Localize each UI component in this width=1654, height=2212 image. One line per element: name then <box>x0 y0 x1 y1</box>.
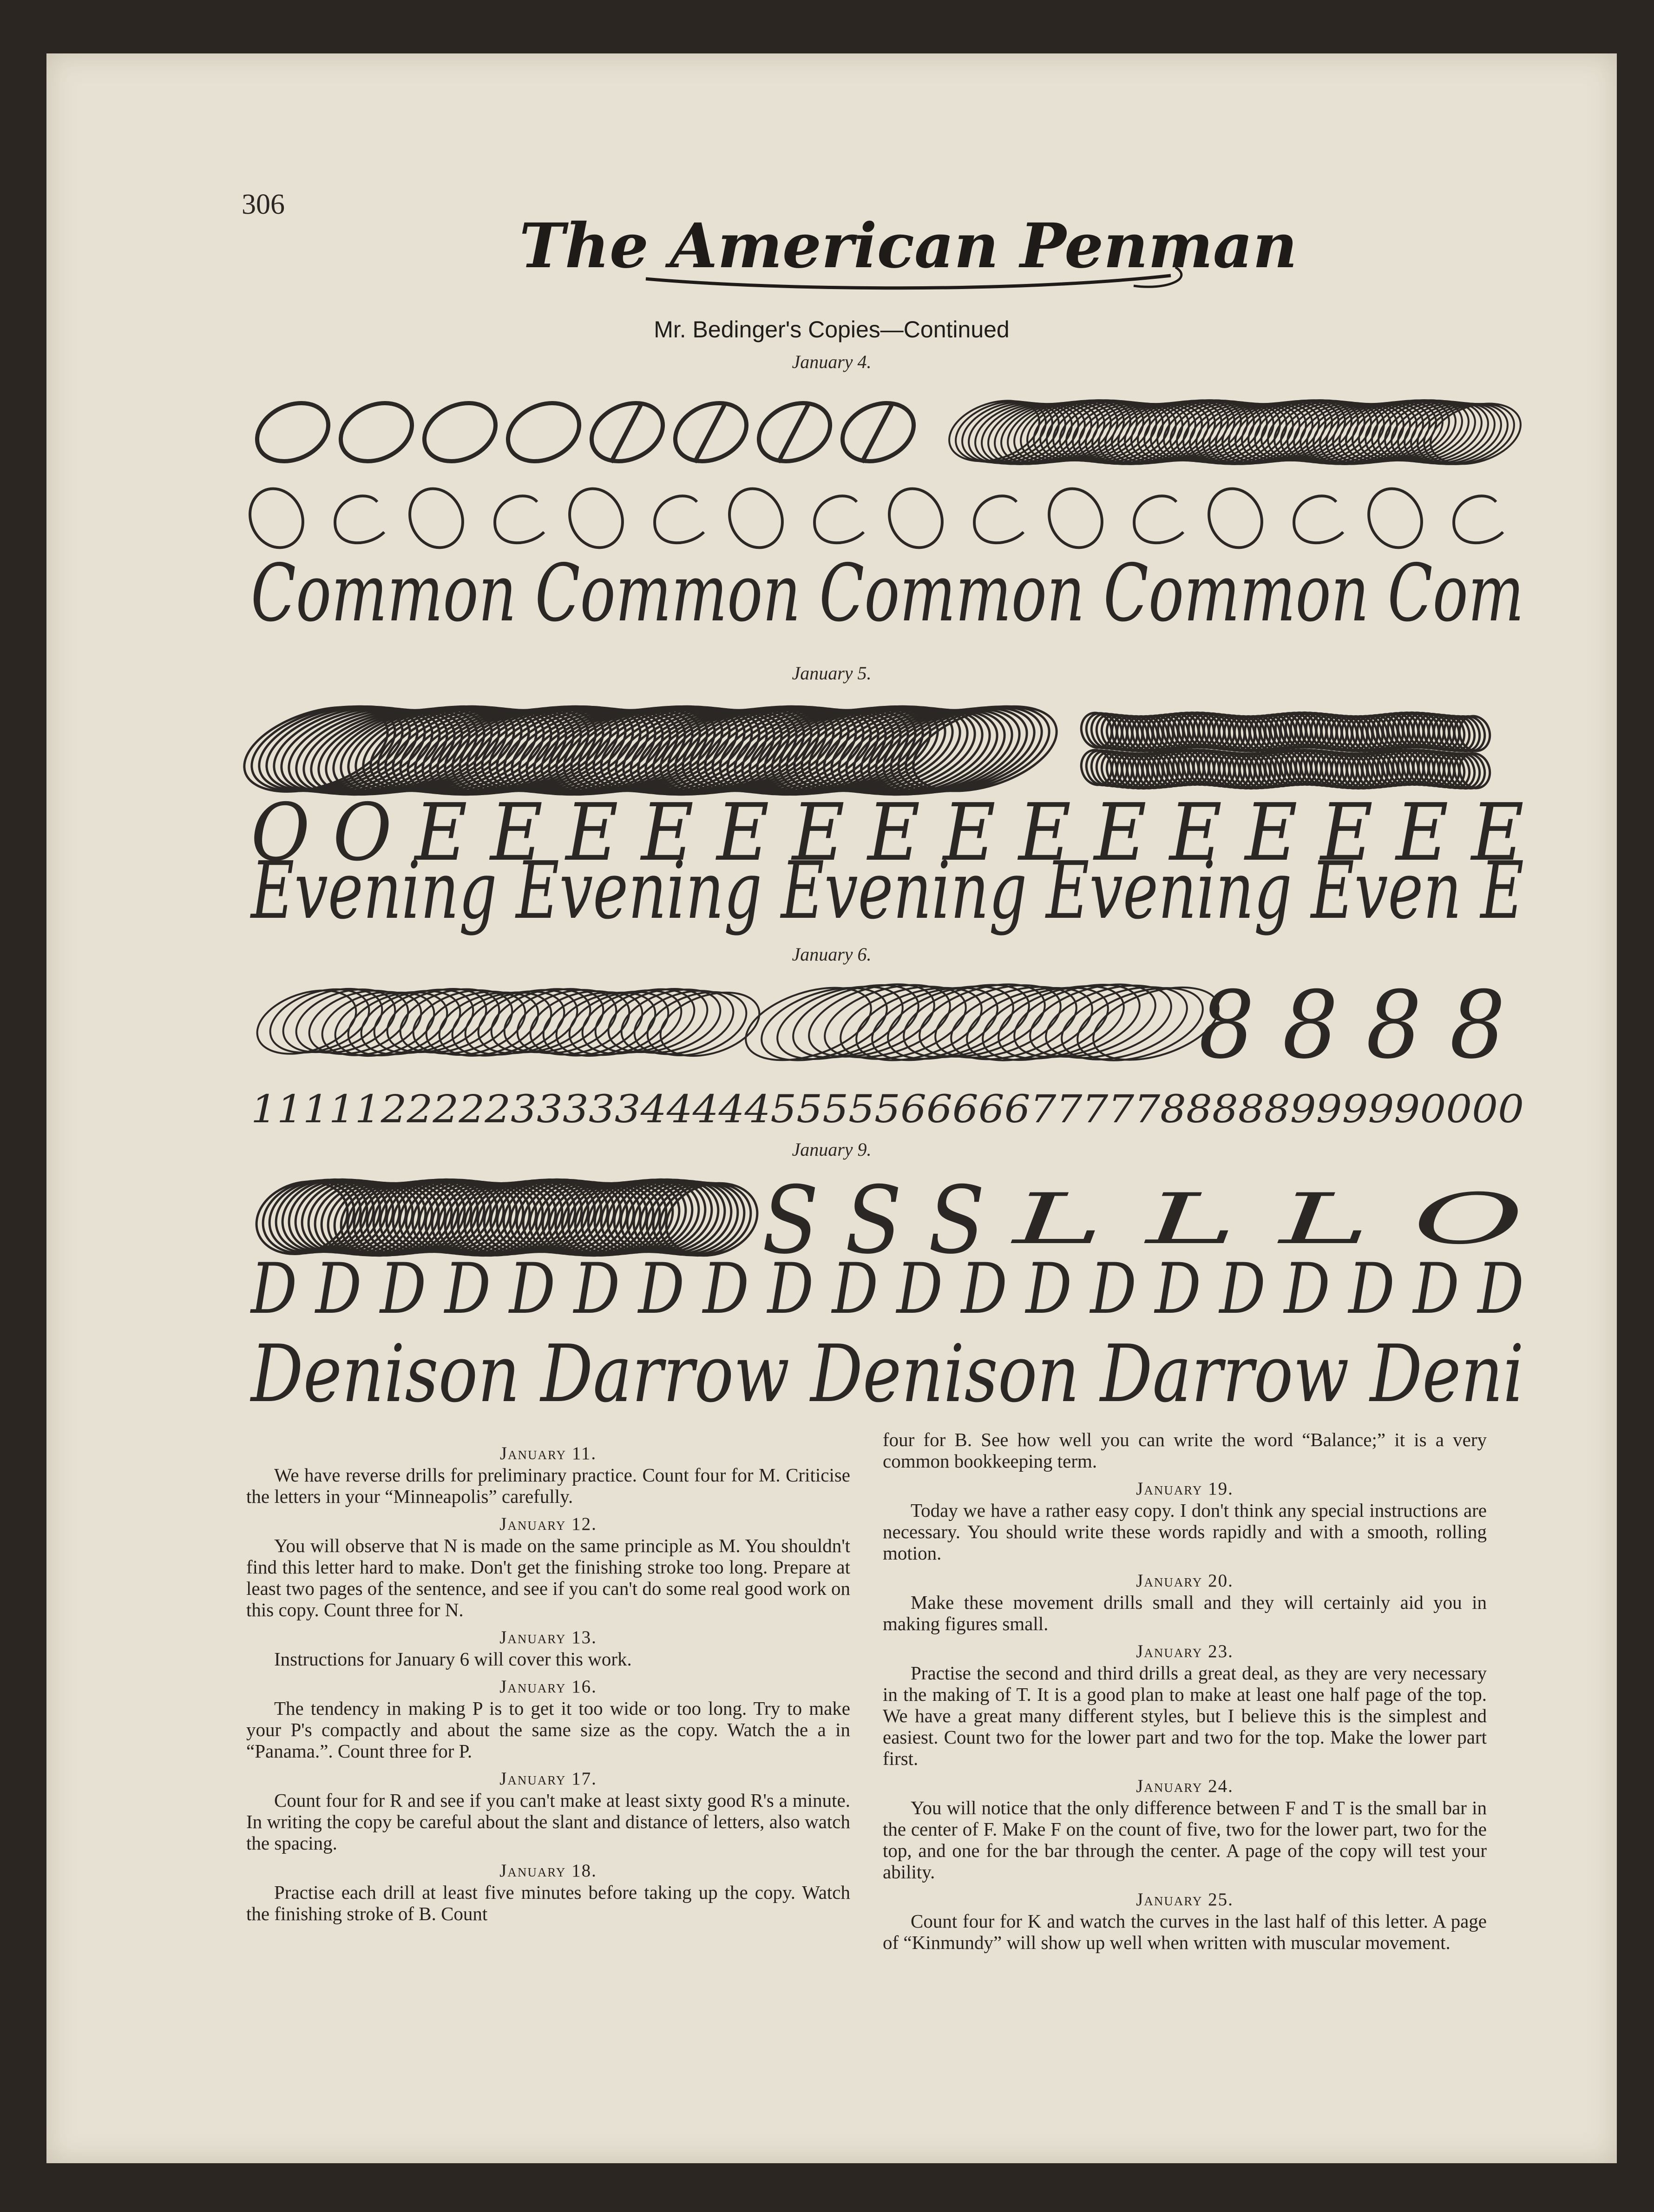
small-c <box>1134 496 1183 543</box>
page-number: 306 <box>242 189 285 220</box>
copy-plate-january-9 <box>249 1166 1533 1424</box>
copy-plate-january-6 <box>251 971 1533 1136</box>
small-c <box>335 496 384 543</box>
instruction-date-heading: January 16. <box>499 1677 597 1697</box>
instruction-date-heading: January 11. <box>499 1443 597 1463</box>
small-c <box>1454 496 1503 543</box>
instruction-paragraph: Count four for K and watch the curves in the last half of this letter. A page of “Kinmundy” will show up well when written with muscular movement. <box>883 1910 1487 1953</box>
small-c <box>495 496 544 543</box>
instruction-paragraph: Practise the second and third drills a great deal, as they are very necessary in the making of T. It is a good plan to make at least one half page of the top. We have a great many different styles, but I believe this is the simplest and easiest. Count two for the lower part and two for the top. Make the lower part first. <box>883 1662 1487 1769</box>
drill-oval <box>331 392 421 473</box>
instruction-date-heading: January 25. <box>1136 1889 1234 1909</box>
small-o <box>1040 480 1112 556</box>
instruction-paragraph: You will observe that N is made on the same principle as M. You shouldn't find this letter hard to make. Don't get the finishing stroke too long. Prepare at least two pages of the sentence, and see if you can't do some real good work on this copy. Count three for N. <box>246 1535 850 1620</box>
small-o <box>720 480 792 556</box>
masthead-logo <box>519 198 1298 309</box>
copy-letters-l: L L L O <box>1010 1179 1524 1260</box>
instruction-paragraph: Today we have a rather easy copy. I don't think any special instructions are necessary. You should write these words rapidly and with a smooth, rolling motion. <box>883 1500 1487 1564</box>
magazine-page <box>46 53 1617 2163</box>
instruction-paragraph: You will notice that the only difference between F and T is the small bar in the center of F. Make F on the count of five, two for the lower part, two for the top, and one for the bar through the center. A page of the copy will test your ability. <box>883 1797 1487 1883</box>
oval-cross-stroke <box>778 404 808 462</box>
date-january-6: January 6. <box>792 944 872 965</box>
copy-numerals: 1111122222333334444455555666667777788888999990000 <box>251 1087 1524 1132</box>
date-january-4: January 4. <box>792 351 872 372</box>
instructions-left-column <box>246 1443 850 1931</box>
small-c <box>814 496 864 543</box>
instruction-date-heading: January 19. <box>1136 1479 1234 1499</box>
small-o <box>400 480 473 556</box>
instruction-paragraph: The tendency in making P is to get it too wide or too long. Try to make your P's compactly and about the same size as the copy. Watch the a in “Panama.”. Count three for P. <box>246 1698 850 1762</box>
copy-letters-e: O O E E E E E E E E E E E E E E E <box>251 787 1524 879</box>
small-o <box>241 480 313 556</box>
drill-oval <box>248 392 338 473</box>
small-c <box>1294 496 1343 543</box>
copy-letters-d: D D D D D D D D D D D D D D D D D D D D <box>249 1249 1524 1330</box>
instruction-continuation: four for B. See how well you can write the word “Balance;” it is a very common bookkeeping term. <box>883 1429 1487 1472</box>
article-subtitle: Mr. Bedinger's Copies—Continued <box>654 316 1010 342</box>
copy-word-evening: Evening Evening Evening Evening Even E <box>249 845 1524 937</box>
copy-figure-8: 8 8 8 8 <box>1199 971 1505 1080</box>
instruction-paragraph: Count four for R and see if you can't make at least sixty good R's a minute. In writing the copy be careful about the slant and distance of letters, also watch the spacing. <box>246 1790 850 1854</box>
instruction-paragraph: Instructions for January 6 will cover this work. <box>274 1648 632 1670</box>
instructions-right-column <box>883 1429 1487 1960</box>
instruction-date-heading: January 17. <box>499 1769 597 1789</box>
oval-cross-stroke <box>611 404 641 462</box>
instruction-date-heading: January 20. <box>1136 1571 1234 1591</box>
instruction-date-heading: January 23. <box>1136 1641 1234 1661</box>
copy-word-common: Common Common Common Common Com <box>251 547 1524 639</box>
instruction-paragraph: Practise each drill at least five minutes before taking up the copy. Watch the finishing stroke of B. Count <box>246 1882 850 1924</box>
date-january-9: January 9. <box>792 1139 872 1160</box>
instruction-date-heading: January 13. <box>499 1627 597 1647</box>
copy-plate-january-5 <box>251 699 1533 941</box>
instruction-date-heading: January 12. <box>499 1514 597 1534</box>
drill-oval <box>415 392 505 473</box>
instruction-paragraph: Make these movement drills small and they will certainly aid you in making figures small. <box>883 1592 1487 1634</box>
instruction-paragraph: We have reverse drills for preliminary practice. Count four for M. Criticise the letters in your “Minneapolis” carefully. <box>246 1464 850 1507</box>
small-c <box>655 496 704 543</box>
small-o <box>1200 480 1272 556</box>
instruction-date-heading: January 24. <box>1136 1776 1234 1796</box>
copy-words-denison-darrow: Denison Darrow Denison Darrow Deni <box>249 1328 1524 1420</box>
date-january-5: January 5. <box>792 663 872 684</box>
small-o <box>560 480 632 556</box>
copy-plate-january-4 <box>251 388 1533 639</box>
small-c <box>974 496 1024 543</box>
masthead-text: The American Penman <box>519 210 1298 282</box>
drill-oval <box>499 392 589 473</box>
instruction-date-heading: January 18. <box>499 1861 597 1881</box>
oval-cross-stroke <box>695 404 725 462</box>
small-o <box>1359 480 1431 556</box>
small-o <box>880 480 952 556</box>
copy-letter-s: S S S <box>762 1166 985 1275</box>
oval-cross-stroke <box>862 404 892 462</box>
